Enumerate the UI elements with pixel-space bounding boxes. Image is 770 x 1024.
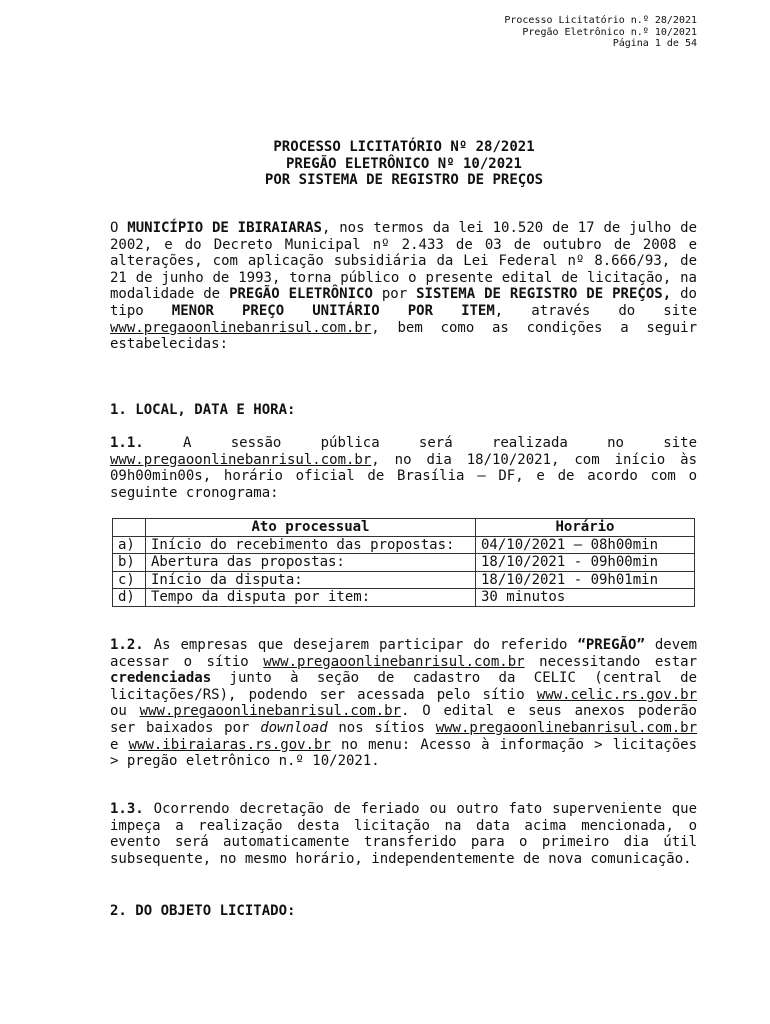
clause-number: 1.1. xyxy=(110,435,144,451)
row-time: 18/10/2021 - 09h01min xyxy=(476,571,695,589)
modality: PREGÃO ELETRÔNICO xyxy=(229,286,373,303)
paragraph-1-3 xyxy=(110,801,697,867)
text: necessitando estar xyxy=(524,653,697,670)
site-link[interactable]: www.pregaoonlinebanrisul.com.br xyxy=(110,319,372,336)
text: O xyxy=(110,220,128,236)
site-link[interactable]: www.pregaoonlinebanrisul.com.br xyxy=(110,451,372,468)
row-letter: a) xyxy=(113,536,146,554)
table-row xyxy=(113,536,695,554)
row-letter: c) xyxy=(113,571,146,589)
table-row xyxy=(113,571,695,589)
download-term: download xyxy=(260,719,328,736)
paragraph-1-1 xyxy=(110,435,697,501)
table-header-empty xyxy=(113,519,146,537)
table-header-time: Horário xyxy=(476,519,695,537)
row-time: 18/10/2021 - 09h00min xyxy=(476,554,695,572)
municipality-link[interactable]: www.ibiraiaras.rs.gov.br xyxy=(128,736,331,753)
text: A sessão pública será realizada no site xyxy=(143,435,697,451)
page-header xyxy=(504,15,697,50)
header-process-number: Processo Licitatório n.º 28/2021 xyxy=(504,15,697,26)
celic-link[interactable]: www.celic.rs.gov.br xyxy=(536,686,697,703)
document-title xyxy=(0,139,770,189)
text: , bem como as condições a seguir estabelecidas: xyxy=(110,319,697,353)
text: devem acessar o sítio xyxy=(110,637,697,670)
text: . O edital e seus anexos poderão ser baixados por xyxy=(110,703,697,736)
text: ou xyxy=(110,703,140,720)
text: , nos termos da lei 10.520 de 17 de julho de 2002, e do Decreto Municipal nº 2.433 de 03 de outubro de 2008 e alterações, com aplicação subsidiária da Lei Federal nº 8.666/93, de 21 de junho de 1993, torna público o presente edital de licitação, na modalidade de xyxy=(110,220,697,303)
text: por xyxy=(372,286,417,303)
bid-type: MENOR PREÇO UNITÁRIO POR ITEM xyxy=(171,302,495,319)
row-letter: b) xyxy=(113,554,146,572)
row-act: Início da disputa: xyxy=(146,571,476,589)
text: no menu: Acesso à informação > licitações > pregão eletrônico n.º 10/2021. xyxy=(110,736,697,770)
header-page-number: Página 1 de 54 xyxy=(612,38,697,49)
text: nos sítios xyxy=(327,719,436,736)
table-row xyxy=(113,554,695,572)
table-row xyxy=(113,589,695,607)
row-time: 30 minutos xyxy=(476,589,695,607)
section-1-heading: 1. LOCAL, DATA E HORA: xyxy=(110,402,296,418)
section-2-heading: 2. DO OBJETO LICITADO: xyxy=(110,903,296,919)
site-link[interactable]: www.pregaoonlinebanrisul.com.br xyxy=(263,653,525,670)
text: As empresas que desejarem participar do referido xyxy=(143,637,578,653)
intro-paragraph xyxy=(110,220,697,353)
row-time: 04/10/2021 – 08h00min xyxy=(476,536,695,554)
title-line-1: PROCESSO LICITATÓRIO Nº 28/2021 xyxy=(273,139,535,155)
row-act: Tempo da disputa por item: xyxy=(146,589,476,607)
paragraph-1-2 xyxy=(110,637,697,770)
site-link[interactable]: www.pregaoonlinebanrisul.com.br xyxy=(139,703,401,720)
text: e xyxy=(110,736,129,753)
schedule-table xyxy=(112,518,695,607)
title-line-2: PREGÃO ELETRÔNICO Nº 10/2021 xyxy=(285,155,522,172)
row-letter: d) xyxy=(113,589,146,607)
text: do tipo xyxy=(110,286,697,319)
text: , no dia 18/10/2021, com início às 09h00min00s, horário oficial de Brasília – DF, e de acordo com o seguinte cronograma: xyxy=(110,451,697,501)
row-act: Abertura das propostas: xyxy=(146,554,476,572)
credentialed-term: credenciadas xyxy=(110,670,212,687)
table-header-row xyxy=(113,519,695,537)
table-header-act: Ato processual xyxy=(146,519,476,537)
registry-system: SISTEMA DE REGISTRO DE PREÇOS, xyxy=(416,286,672,303)
title-line-3: POR SISTEMA DE REGISTRO DE PREÇOS xyxy=(264,172,544,188)
municipality-name: MUNICÍPIO DE IBIRAIARAS xyxy=(127,220,322,236)
text: , através do site xyxy=(494,302,698,319)
clause-number: 1.2. xyxy=(110,637,144,653)
site-link[interactable]: www.pregaoonlinebanrisul.com.br xyxy=(435,719,697,736)
text: Ocorrendo decretação de feriado ou outro fato superveniente que impeça a realização desta licitação na data acima mencionada, o evento será automaticamente transferido para o primeiro dia útil subsequente, no mesmo horário, independentemente de nova comunicação. xyxy=(110,801,697,867)
header-auction-number: Pregão Eletrônico n.º 10/2021 xyxy=(522,26,697,38)
pregao-term: “PREGÃO” xyxy=(577,637,645,653)
clause-number: 1.3. xyxy=(110,801,144,817)
row-act: Início do recebimento das propostas: xyxy=(146,536,476,554)
text: junto à seção de cadastro da CELIC (central de licitações/RS), podendo ser acessada pelo sítio xyxy=(110,670,697,703)
